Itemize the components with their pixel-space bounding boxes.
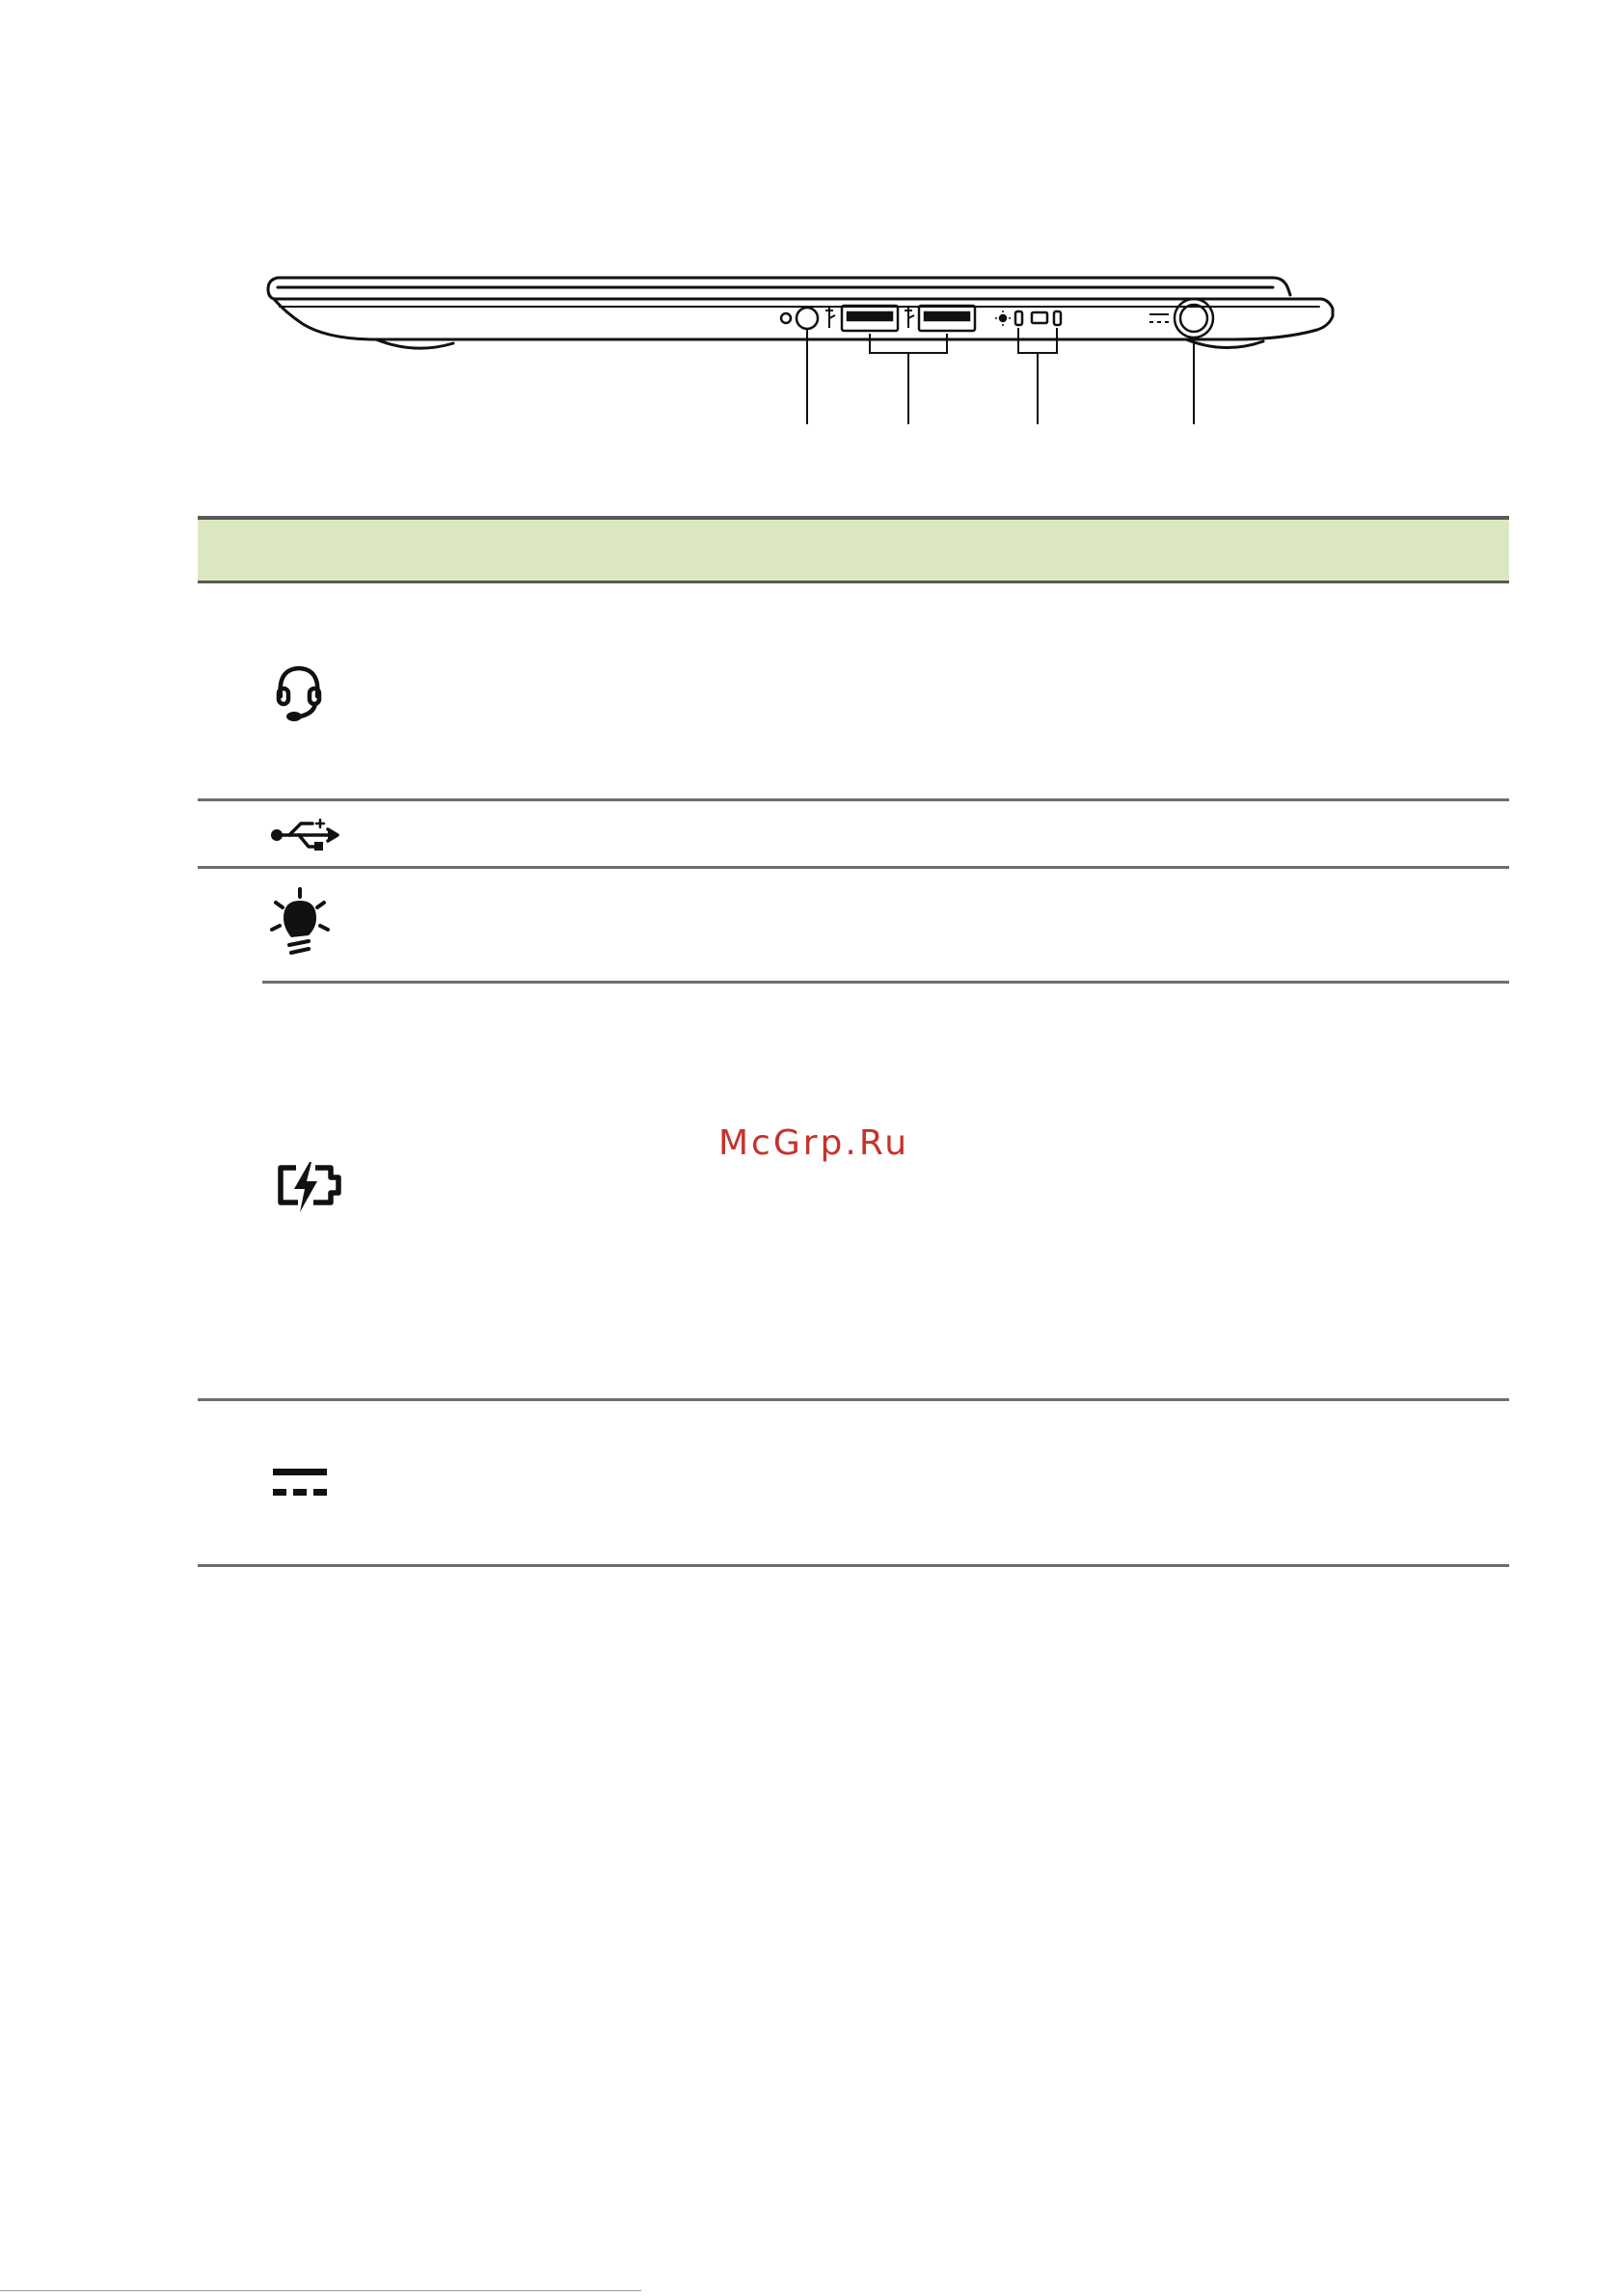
footer-rule (0, 2290, 641, 2291)
power-led (1015, 311, 1022, 325)
row-divider-2 (198, 866, 1509, 869)
row-divider-4 (198, 1398, 1509, 1401)
headset-icon (275, 663, 323, 723)
laptop-side-view-illustration (260, 260, 1340, 434)
dc-power-icon (273, 1469, 327, 1499)
callout-line-2 (870, 334, 947, 424)
battery-charging-icon (275, 1162, 344, 1212)
battery-led (1054, 311, 1061, 325)
callout-line-3 (1018, 328, 1057, 424)
row-divider-5 (198, 1564, 1509, 1567)
power-light-icon (268, 887, 332, 957)
usb-icon (270, 816, 343, 854)
row-divider-3 (262, 981, 1509, 984)
audio-jack-port (797, 308, 818, 329)
watermark-text: McGrp.Ru (718, 1123, 910, 1163)
row-divider-1 (198, 798, 1509, 801)
headset-glyph-small (781, 313, 791, 323)
table-header-row (198, 516, 1509, 583)
